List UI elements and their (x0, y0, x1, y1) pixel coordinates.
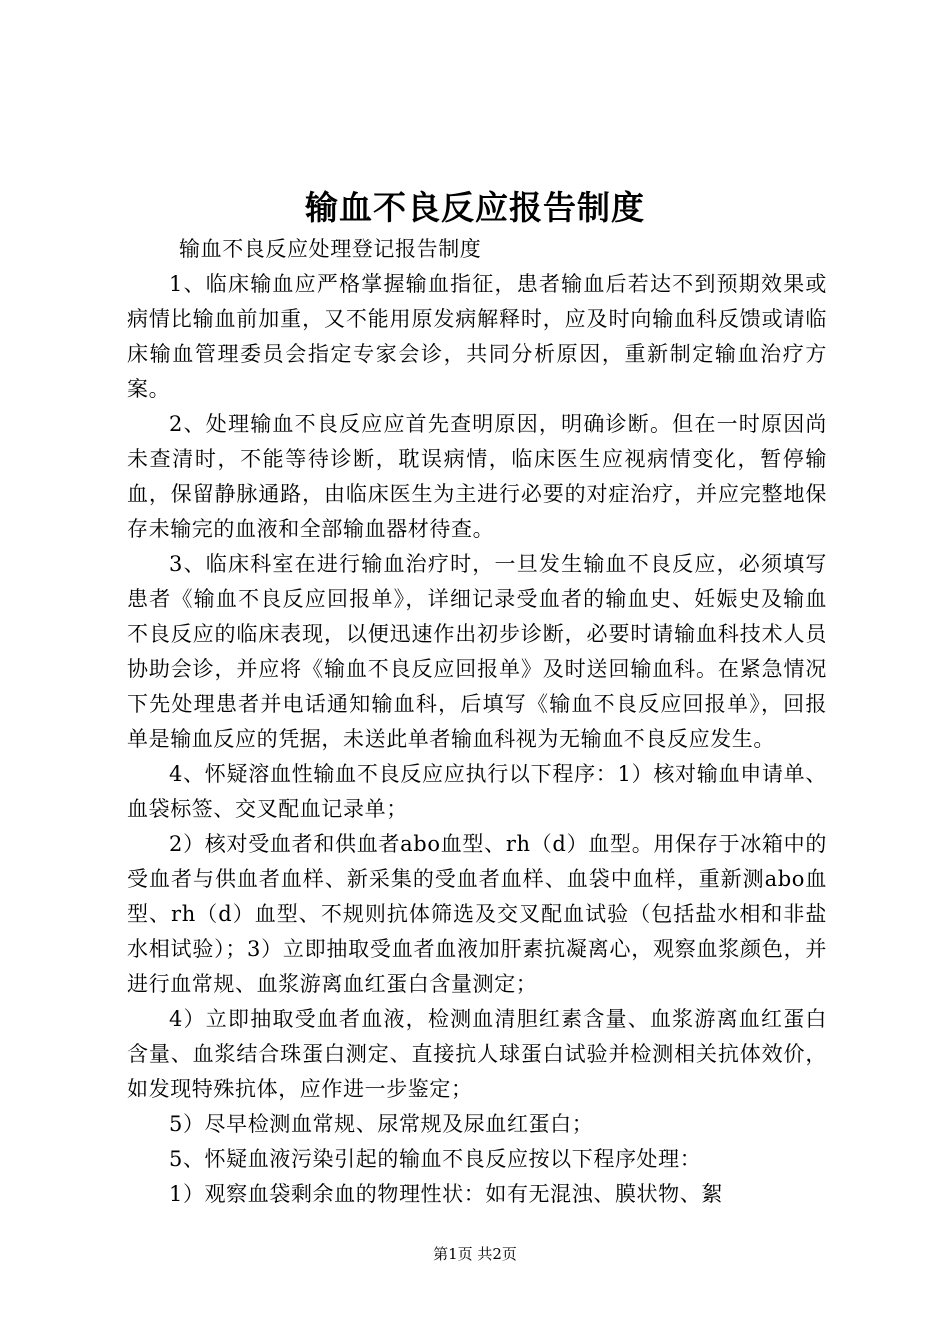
page-footer: 第1页 共2页 (433, 1245, 517, 1263)
paragraph-subtitle: 输血不良反应处理登记报告制度 (179, 237, 482, 261)
paragraph: 5）尽早检测血常规、尿常规及尿血红蛋白； (169, 1112, 594, 1136)
paragraph: 1、临床输血应严格掌握输血指征，患者输血后若达不到预期效果或病情比输血前加重，又不能用原发病解释时，应及时向输血科反馈或请临床输血管理委员会指定专家会诊，共同分析原因，重新制定输血治疗方案。 (127, 272, 827, 401)
document-body (127, 232, 827, 1212)
paragraph: 2）核对受血者和供血者abo血型、rh（d）血型。用保存于冰箱中的受血者与供血者血样、新采集的受血者血样、血袋中血样，重新测abo血型、rh（d）血型、不规则抗体筛选及交叉配血试验（包括盐水相和非盐水相试验）；3）立即抽取受血者血液加肝素抗凝离心，观察血浆颜色，并进行血常规、血浆游离血红蛋白含量测定； (127, 832, 827, 996)
paragraph: 2、处理输血不良反应应首先查明原因，明确诊断。但在一时原因尚未查清时，不能等待诊断，耽误病情，临床医生应视病情变化，暂停输血，保留静脉通路，由临床医生为主进行必要的对症治疗，并应完整地保存未输完的血液和全部输血器材待查。 (127, 412, 827, 541)
paragraph: 1）观察血袋剩余血的物理性状：如有无混浊、膜状物、絮 (169, 1182, 723, 1206)
paragraph: 4）立即抽取受血者血液，检测血清胆红素含量、血浆游离血红蛋白含量、血浆结合珠蛋白测定、直接抗人球蛋白试验并检测相关抗体效价，如发现特殊抗体，应作进一步鉴定； (127, 1007, 827, 1101)
paragraph: 3、临床科室在进行输血治疗时，一旦发生输血不良反应，必须填写患者《输血不良反应回报单》，详细记录受血者的输血史、妊娠史及输血不良反应的临床表现，以便迅速作出初步诊断，必要时请输血科技术人员协助会诊，并应将《输血不良反应回报单》及时送回输血科。在紧急情况下先处理患者并电话通知输血科，后填写《输血不良反应回报单》，回报单是输血反应的凭据，未送此单者输血科视为无输血不良反应发生。 (127, 552, 827, 751)
document-title: 输血不良反应报告制度 (305, 188, 645, 227)
paragraph: 4、怀疑溶血性输血不良反应应执行以下程序：1）核对输血申请单、血袋标签、交叉配血记录单； (127, 762, 827, 821)
paragraph: 5、怀疑血液污染引起的输血不良反应按以下程序处理： (169, 1147, 702, 1171)
